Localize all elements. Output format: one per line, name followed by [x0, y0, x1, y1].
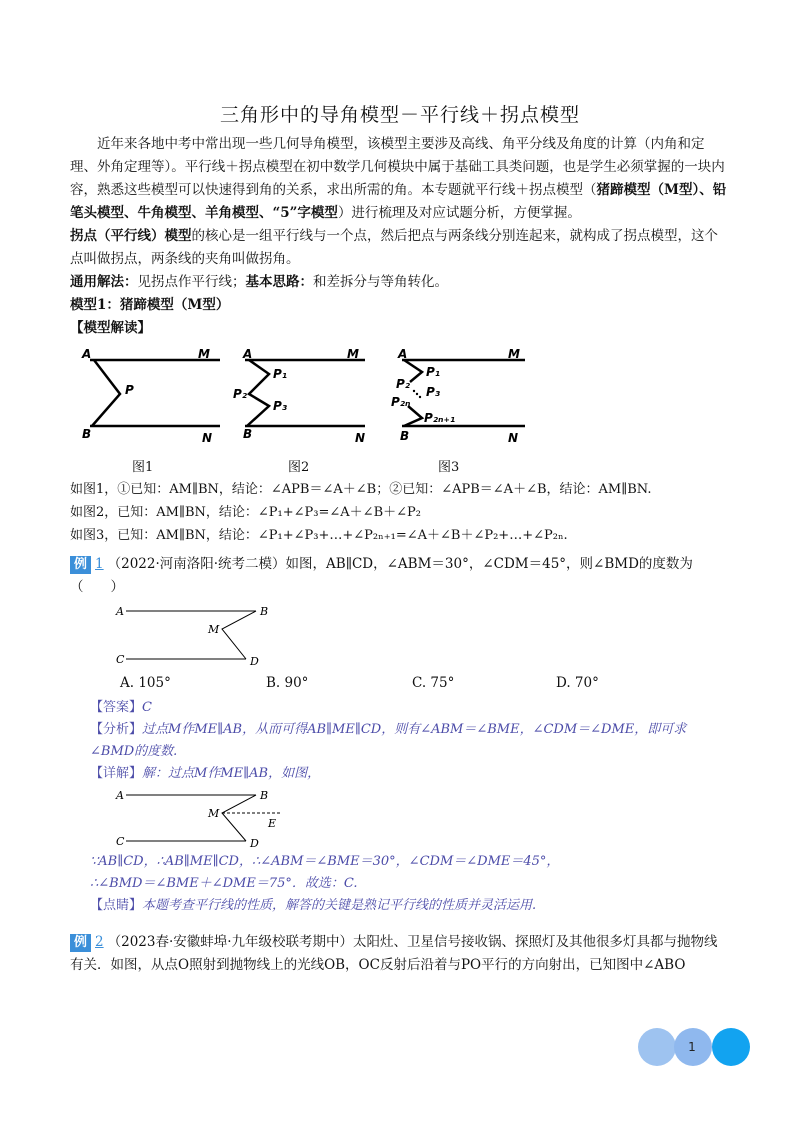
fig3-label-b: B: [400, 429, 410, 443]
choice-b: B. 90°: [266, 675, 309, 691]
fig1-label-n: N: [202, 431, 213, 445]
fig1-label-m: M: [198, 347, 210, 361]
page: [70, 100, 730, 977]
ex1-label-c: C: [116, 653, 125, 666]
fig2-label-b: B: [243, 427, 253, 441]
fig2-label-a: A: [243, 347, 253, 361]
ex1-label-m: M: [208, 623, 220, 636]
example1-solution-figure: [110, 787, 310, 851]
conclusion-3: 如图3，已知：AM∥BN，结论：∠P₁+∠P₃+…+∠P₂ₙ₊₁=∠A＋∠B＋∠P₂+…+∠P₂ₙ.: [70, 528, 568, 543]
model-figures: [70, 346, 730, 456]
fig2-label-p3: P₃: [273, 399, 288, 413]
example2-badge: 例: [70, 934, 91, 952]
figure-3: [390, 346, 560, 456]
fig2-label-p1: P₁: [273, 367, 288, 381]
ex1-label-b: B: [260, 605, 269, 618]
example2-stem: 例 2 （2023春·安徽蚌埠·九年级校联考期中）太阳灶、卫星信号接收锅、探照灯及其他很多灯具都与抛物线有关．如图，从点O照射到抛物线上的光线OB，OC反射后沿着与PO平行的方向射出，已知图中∠ABO: [70, 934, 718, 973]
fig2-label-n: N: [355, 431, 366, 445]
ex1-sol-label-d: D: [250, 837, 259, 850]
choice-c: C. 75°: [412, 675, 455, 691]
example1-step1: ∵AB∥CD，∴AB∥ME∥CD，∴∠ABM＝∠BME＝30°，∠CDM＝∠DME＝45°，: [90, 854, 560, 869]
page-decor-right: [712, 1028, 750, 1066]
example1-stem: 例 1 （2022·河南洛阳·统考二模）如图，AB∥CD，∠ABM＝30°，∠CDM＝45°，则∠BMD的度数为（ ）: [70, 556, 693, 595]
model1-title: 模型1：猪蹄模型（M型）: [70, 297, 230, 313]
ex1-sol-label-c: C: [116, 835, 125, 848]
fig3-label-p2n1: P₂ₙ₊₁: [424, 411, 456, 425]
example-number: 1: [95, 556, 104, 572]
fig3-label-p2: P₂: [396, 377, 411, 391]
intro-paragraph: 近年来各地中考中常出现一些几何导角模型，该模型主要涉及高线、角平分线及角度的计算（内角和定理、外角定理等）。平行线＋拐点模型在初中数学几何模块中属于基础工具类问题，也是学生必须掌握的一块内容，熟悉这些模型可以快速得到角的关系，求出所需的角。本专题就平行线＋拐点模型（猪蹄模型（M型）、铅笔头模型、牛角模型、羊角模型、“5”字模型）进行梳理及对应试题分析，方便掌握。: [70, 136, 727, 221]
fig3-label-p3: P₃: [426, 385, 441, 399]
ex1-label-d: D: [250, 655, 259, 668]
page-decor-left: [638, 1028, 676, 1066]
example1-comment: 【点睛】本题考查平行线的性质，解答的关键是熟记平行线的性质并灵活运用.: [90, 898, 537, 913]
figure-1: [80, 346, 230, 456]
choice-d: D. 70°: [556, 675, 599, 691]
example1-analysis: 【分析】过点M作ME∥AB，从而可得AB∥ME∥CD，则有∠ABM＝∠BME，∠CDM＝∠DME，即可求∠BMD的度数.: [90, 722, 687, 759]
definition-paragraph: 拐点（平行线）模型的核心是一组平行线与一个点，然后把点与两条线分别连起来，就构成了拐点模型，这个点叫做拐点，两条线的夹角叫做拐角。: [70, 228, 718, 267]
fig1-label-b: B: [82, 427, 92, 441]
fig2-label-p2: P₂: [233, 387, 248, 401]
conclusion-1: 如图1，①已知：AM∥BN，结论：∠APB＝∠A＋∠B；②已知：∠APB＝∠A＋∠B，结论：AM∥BN.: [70, 482, 652, 497]
figure-captions: [70, 456, 730, 478]
ex1-sol-label-e: E: [268, 817, 277, 830]
fig3-label-n: N: [508, 431, 519, 445]
caption-fig2: 图2: [288, 460, 310, 475]
conclusion-2: 如图2，已知：AM∥BN，结论：∠P₁+∠P₃=∠A＋∠B＋∠P₂: [70, 505, 421, 520]
example-badge: 例: [70, 556, 91, 574]
fig3-label-p1: P₁: [426, 365, 441, 379]
example1-figure: [110, 601, 310, 671]
example1-step2: ∴∠BMD＝∠BME＋∠DME＝75°．故选：C.: [90, 876, 358, 891]
caption-fig1: 图1: [132, 460, 154, 475]
choice-a: A. 105°: [120, 675, 171, 691]
example1-choices: [70, 671, 730, 697]
ex1-label-a: A: [116, 605, 124, 618]
method-line: 通用解法：见拐点作平行线；基本思路：和差拆分与等角转化。: [70, 274, 448, 290]
ex1-sol-label-b: B: [260, 789, 269, 802]
fig3-label-m: M: [508, 347, 520, 361]
caption-fig3: 图3: [438, 460, 460, 475]
fig2-label-m: M: [347, 347, 359, 361]
example1-detail: 【详解】解：过点M作ME∥AB，如图，: [90, 766, 321, 781]
ex1-sol-label-a: A: [116, 789, 124, 802]
page-title: 三角形中的导角模型－平行线＋拐点模型: [219, 104, 580, 126]
fig3-label-a: A: [398, 347, 408, 361]
fig1-label-a: A: [82, 347, 92, 361]
ex1-sol-label-m: M: [208, 807, 220, 820]
example1-answer: 【答案】C: [90, 700, 152, 715]
fig1-label-p: P: [125, 383, 134, 397]
model1-subtitle: 【模型解读】: [70, 320, 151, 336]
page-number: 1: [688, 1040, 696, 1054]
example2-number: 2: [95, 934, 104, 950]
figure-2: [235, 346, 385, 456]
fig3-label-p2n: P₂ₙ: [391, 395, 411, 409]
